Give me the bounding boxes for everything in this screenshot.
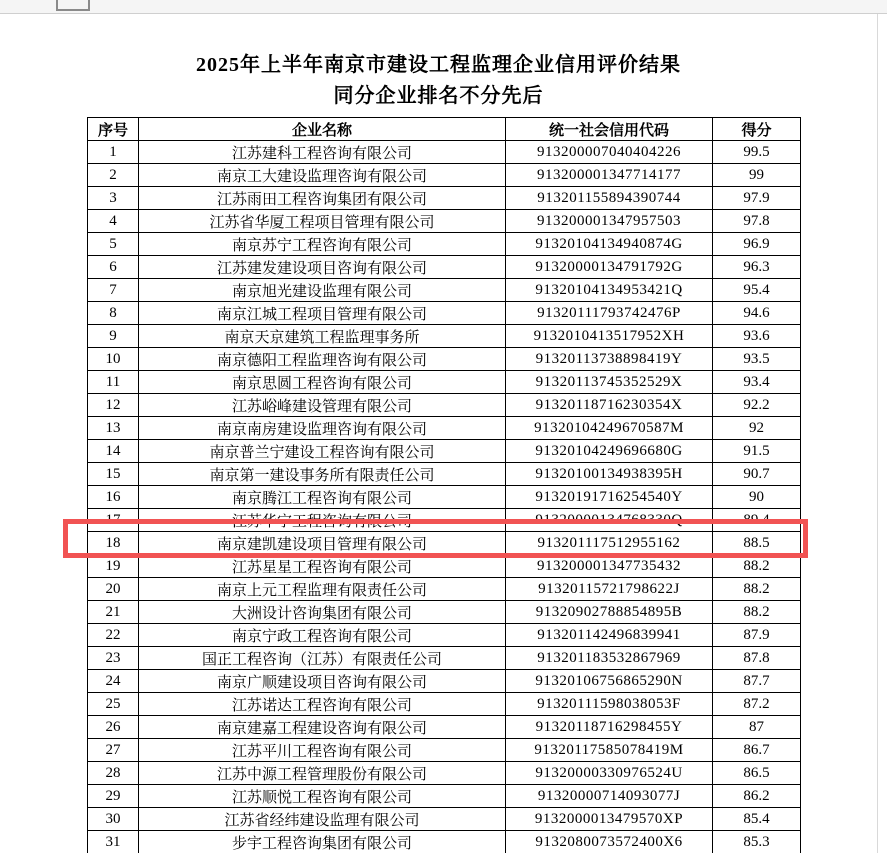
credit-code: 913201155894390744 <box>506 187 713 210</box>
score: 90.7 <box>713 463 801 486</box>
credit-code: 91320902788854895B <box>506 601 713 624</box>
score: 93.4 <box>713 371 801 394</box>
table-row <box>88 233 801 256</box>
table-row <box>88 394 801 417</box>
table-row <box>88 164 801 187</box>
credit-code: 91320106756865290N <box>506 670 713 693</box>
score: 90 <box>713 486 801 509</box>
company-name: 江苏顺悦工程咨询有限公司 <box>139 785 506 808</box>
score: 87.9 <box>713 624 801 647</box>
table-row <box>88 187 801 210</box>
table-row <box>88 302 801 325</box>
row-rank: 9 <box>88 325 139 348</box>
table-row <box>88 716 801 739</box>
company-name: 江苏星星工程咨询有限公司 <box>139 555 506 578</box>
row-rank: 26 <box>88 716 139 739</box>
row-rank: 18 <box>88 532 139 555</box>
row-rank: 25 <box>88 693 139 716</box>
score: 86.7 <box>713 739 801 762</box>
score: 85.3 <box>713 831 801 853</box>
table-row <box>88 532 801 555</box>
table-row <box>88 785 801 808</box>
credit-code: 91320113738898419Y <box>506 348 713 371</box>
row-rank: 17 <box>88 509 139 532</box>
company-name: 南京第一建设事务所有限责任公司 <box>139 463 506 486</box>
credit-code: 91320104134953421Q <box>506 279 713 302</box>
company-name: 南京腾江工程咨询有限公司 <box>139 486 506 509</box>
company-name: 江苏华宁工程咨询有限公司 <box>139 509 506 532</box>
company-name: 江苏省华厦工程项目管理有限公司 <box>139 210 506 233</box>
score: 99 <box>713 164 801 187</box>
table-row <box>88 348 801 371</box>
credit-code: 913200001347714177 <box>506 164 713 187</box>
company-name: 南京南房建设监理咨询有限公司 <box>139 417 506 440</box>
title-line-1: 2025年上半年南京市建设工程监理企业信用评价结果 <box>196 54 681 76</box>
score: 91.5 <box>713 440 801 463</box>
score: 99.5 <box>713 141 801 164</box>
row-rank: 31 <box>88 831 139 853</box>
company-name: 南京苏宁工程咨询有限公司 <box>139 233 506 256</box>
score: 86.2 <box>713 785 801 808</box>
credit-code: 91320104249670587M <box>506 417 713 440</box>
row-rank: 22 <box>88 624 139 647</box>
table-row <box>88 417 801 440</box>
credit-code: 91320000714093077J <box>506 785 713 808</box>
table-row <box>88 693 801 716</box>
table-row <box>88 141 801 164</box>
row-rank: 19 <box>88 555 139 578</box>
table-row <box>88 210 801 233</box>
score: 94.6 <box>713 302 801 325</box>
company-name: 江苏雨田工程咨询集团有限公司 <box>139 187 506 210</box>
company-name: 江苏平川工程咨询有限公司 <box>139 739 506 762</box>
row-rank: 23 <box>88 647 139 670</box>
page-right-edge <box>877 14 878 853</box>
company-name: 南京德阳工程监理咨询有限公司 <box>139 348 506 371</box>
company-name: 江苏峪峰建设管理有限公司 <box>139 394 506 417</box>
row-rank: 15 <box>88 463 139 486</box>
browser-toolbar-sliver <box>0 0 887 14</box>
table-row <box>88 670 801 693</box>
company-name: 大洲设计咨询集团有限公司 <box>139 601 506 624</box>
row-rank: 2 <box>88 164 139 187</box>
row-rank: 12 <box>88 394 139 417</box>
row-rank: 24 <box>88 670 139 693</box>
company-name: 江苏省经纬建设监理有限公司 <box>139 808 506 831</box>
score: 88.2 <box>713 578 801 601</box>
score: 86.5 <box>713 762 801 785</box>
table-row <box>88 578 801 601</box>
row-rank: 16 <box>88 486 139 509</box>
credit-code: 913200001347735432 <box>506 555 713 578</box>
credit-code: 91320118716298455Y <box>506 716 713 739</box>
row-rank: 8 <box>88 302 139 325</box>
company-name: 步宇工程咨询集团有限公司 <box>139 831 506 853</box>
table-row <box>88 279 801 302</box>
credit-code: 9132010413517952XH <box>506 325 713 348</box>
company-name: 江苏中源工程管理股份有限公司 <box>139 762 506 785</box>
table-row <box>88 440 801 463</box>
row-rank: 11 <box>88 371 139 394</box>
row-rank: 4 <box>88 210 139 233</box>
credit-code: 913201117512955162 <box>506 532 713 555</box>
table-row <box>88 831 801 853</box>
company-name: 江苏诺达工程咨询有限公司 <box>139 693 506 716</box>
table-row <box>88 624 801 647</box>
table-row <box>88 601 801 624</box>
table-row <box>88 256 801 279</box>
score: 87.7 <box>713 670 801 693</box>
table-row <box>88 739 801 762</box>
company-name: 南京工大建设监理咨询有限公司 <box>139 164 506 187</box>
table-row <box>88 463 801 486</box>
document-title <box>0 50 877 112</box>
credit-code: 91320111793742476P <box>506 302 713 325</box>
credit-code: 91320000134791792G <box>506 256 713 279</box>
table-row <box>88 762 801 785</box>
score: 97.9 <box>713 187 801 210</box>
score: 93.5 <box>713 348 801 371</box>
company-name: 南京广顺建设项目咨询有限公司 <box>139 670 506 693</box>
company-name: 南京思圆工程咨询有限公司 <box>139 371 506 394</box>
company-name: 南京建凯建设项目管理有限公司 <box>139 532 506 555</box>
header-score: 得分 <box>713 118 801 141</box>
header-credit-code: 统一社会信用代码 <box>506 118 713 141</box>
credit-code: 91320113745352529X <box>506 371 713 394</box>
row-rank: 13 <box>88 417 139 440</box>
company-name: 江苏建科工程咨询有限公司 <box>139 141 506 164</box>
toolbar-button[interactable] <box>56 0 90 11</box>
table-row <box>88 647 801 670</box>
credit-code: 9132080073572400X6 <box>506 831 713 853</box>
table-row <box>88 555 801 578</box>
credit-code: 913201142496839941 <box>506 624 713 647</box>
row-rank: 3 <box>88 187 139 210</box>
company-name: 南京旭光建设监理有限公司 <box>139 279 506 302</box>
row-rank: 29 <box>88 785 139 808</box>
score: 96.9 <box>713 233 801 256</box>
table-row <box>88 371 801 394</box>
score: 87.8 <box>713 647 801 670</box>
row-rank: 20 <box>88 578 139 601</box>
row-rank: 30 <box>88 808 139 831</box>
score: 95.4 <box>713 279 801 302</box>
company-name: 南京宁政工程咨询有限公司 <box>139 624 506 647</box>
score: 88.5 <box>713 532 801 555</box>
table-row <box>88 808 801 831</box>
row-rank: 28 <box>88 762 139 785</box>
score: 87.2 <box>713 693 801 716</box>
results-table-body <box>88 141 801 853</box>
row-rank: 1 <box>88 141 139 164</box>
credit-rating-table <box>87 117 801 853</box>
header-company-name: 企业名称 <box>139 118 506 141</box>
score: 92.2 <box>713 394 801 417</box>
company-name: 南京江城工程项目管理有限公司 <box>139 302 506 325</box>
credit-code: 913201183532867969 <box>506 647 713 670</box>
row-rank: 27 <box>88 739 139 762</box>
score: 97.8 <box>713 210 801 233</box>
credit-code: 913200001347957503 <box>506 210 713 233</box>
score: 88.2 <box>713 555 801 578</box>
credit-code: 91320111598038053F <box>506 693 713 716</box>
credit-code: 91320104249696680G <box>506 440 713 463</box>
company-name: 江苏建发建设项目咨询有限公司 <box>139 256 506 279</box>
title-line-2: 同分企业排名不分先后 <box>333 85 544 107</box>
company-name: 南京建嘉工程建设咨询有限公司 <box>139 716 506 739</box>
company-name: 国正工程咨询（江苏）有限责任公司 <box>139 647 506 670</box>
score: 87 <box>713 716 801 739</box>
score: 92 <box>713 417 801 440</box>
credit-code: 91320118716230354X <box>506 394 713 417</box>
score: 89.4 <box>713 509 801 532</box>
score: 85.4 <box>713 808 801 831</box>
header-rank: 序号 <box>88 118 139 141</box>
score: 88.2 <box>713 601 801 624</box>
score: 93.6 <box>713 325 801 348</box>
score: 96.3 <box>713 256 801 279</box>
credit-code: 91320104134940874G <box>506 233 713 256</box>
credit-code: 9132000013479570XP <box>506 808 713 831</box>
table-row <box>88 509 801 532</box>
row-rank: 14 <box>88 440 139 463</box>
row-rank: 10 <box>88 348 139 371</box>
company-name: 南京天京建筑工程监理事务所 <box>139 325 506 348</box>
company-name: 南京上元工程监理有限责任公司 <box>139 578 506 601</box>
credit-code: 91320191716254540Y <box>506 486 713 509</box>
credit-code: 913200007040404226 <box>506 141 713 164</box>
row-rank: 21 <box>88 601 139 624</box>
table-header-row <box>88 118 801 141</box>
row-rank: 6 <box>88 256 139 279</box>
row-rank: 7 <box>88 279 139 302</box>
credit-code: 91320117585078419M <box>506 739 713 762</box>
company-name: 南京普兰宁建设工程咨询有限公司 <box>139 440 506 463</box>
credit-code: 91320000330976524U <box>506 762 713 785</box>
credit-code: 91320000134768330Q <box>506 509 713 532</box>
table-row <box>88 325 801 348</box>
row-rank: 5 <box>88 233 139 256</box>
table-row <box>88 486 801 509</box>
credit-code: 91320100134938395H <box>506 463 713 486</box>
credit-code: 91320115721798622J <box>506 578 713 601</box>
